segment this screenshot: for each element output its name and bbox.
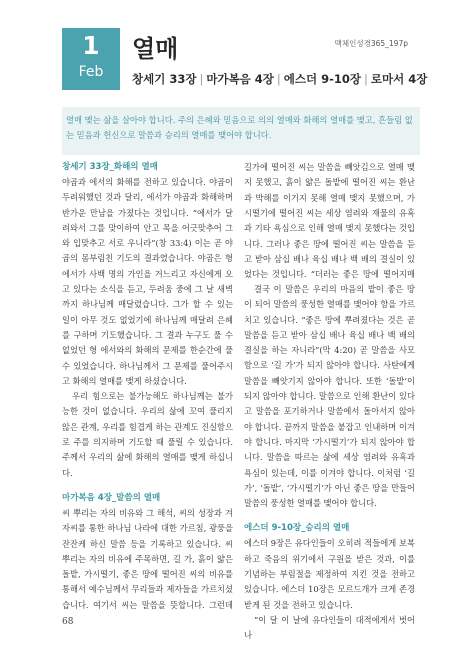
continued-text: 길가에 떨어진 씨는 말씀을 빼앗김으로 열매 맺지 못했고, 흙이 얇은 돌밭에 떨어진 씨는 환난과 박해를 이기지 못해 열매 맺지 못했으며, 가시떨기에 떨어진 씨는 세상 염려와 재물의 유혹과 기타 욕심으로 인해 열매 맺지 못했다는 것입니다. 그러나 좋은 땅에 떨어진 씨는 말씀을 듣고 받아 삼십 배나 육십 배나 백 배의 결실이 있었다는 것입니다. “더러는 좋은 땅에 떨어지매 (244, 162, 415, 280)
verse-item: 창세기 33장 (132, 72, 197, 86)
intro-summary: 열매 맺는 삶을 살아야 합니다. 주의 은혜와 믿음으로 의의 열매와 화해의 열매를 맺고, 흔들림 없는 믿음과 헌신으로 말씀과 승리의 열매를 맺어야 합니다. (62, 107, 420, 155)
verse-separator: | (276, 72, 281, 86)
section-heading-genesis: 창세기 33장_화해의 열매 (62, 162, 158, 172)
verse-item: 마가복음 4장 (206, 72, 274, 86)
date-day: 1 (82, 31, 100, 60)
page-number: 68 (62, 617, 74, 627)
verse-separator: | (199, 72, 204, 86)
section-heading-mark: 마가복음 4장_말씀의 열매 (62, 492, 161, 503)
verse-list (132, 71, 427, 87)
bible-reference: 맥체인성경365_197p (334, 39, 408, 48)
section-paragraph: 에스더 9장은 유다인들이 오히려 적들에게 보복하고 죽음의 위기에서 구원을 받은 것과, 이를 기념하는 부림절을 제정하여 지킨 것을 전하고 있습니다. 에스더 10장은 모르드개가 크게 존경 받게 된 것을 전하고 있습니다. (244, 538, 415, 610)
section-paragraph-continues: 씨 뿌리는 자의 비유와 그 해석, 씨의 성장과 겨자씨를 통한 하나님 나라에 대한 가르침, 광풍을 잔잔케 하신 말씀 등을 기록하고 있습니다. 씨 뿌리는 자의 비유에 주목하면, 길 가, 흙이 얇은 돌밭, 가시떨기, 좋은 땅에 떨어진 씨의 비유를 통해서 예수님께서 무리들과 제자들을 가르치셨습니다. 여기서 씨는 말씀을 뜻합니다. 그런데 (62, 507, 233, 610)
date-badge (62, 28, 120, 90)
section-paragraph: 우리 힘으로는 불가능해도 하나님께는 불가능한 것이 없습니다. 우리의 삶에 꼬여 풀리지 않은 관계, 우리를 힘겹게 하는 관계도 진실함으로 주를 의지하며 기도할 때 풀릴 수 있습니다. 주께서 우리의 삶에 화해의 열매를 맺게 하십니다. (62, 391, 233, 478)
section-heading-esther: 에스더 9-10장_승리의 열매 (244, 523, 350, 534)
page-title: 열매 (132, 35, 179, 63)
section-paragraph-continued (244, 160, 415, 282)
date-month: Feb (78, 64, 104, 80)
section-paragraph: 결국 이 말씀은 우리의 마음의 밭이 좋은 땅이 되어 말씀의 풍성한 열매를 맺어야 함을 가르치고 있습니다. “좋은 땅에 뿌려졌다는 것은 곧 말씀을 듣고 받아 삼십 배나 육십 배나 백 배의 결실을 하는 자니라”(막 4:20) 곧 말씀을 사모함으로 ‘길 가’가 되지 않아야 합니다. 사탄에게 말씀을 빼앗기지 않아야 합니다. 또한 ‘돌밭’이 되지 않아야 합니다. 말씀으로 인해 환난이 있다고 말씀을 포기하거나 말씀에서 돌아서지 않아야 합니다. 끝까지 말씀을 붙잡고 인내하며 이겨야 합니다. 마지막 ‘가시떨기’가 되지 않아야 합니다. 말씀을 따르는 삶에 세상 염려와 유혹과 욕심이 있는데, 이를 이겨야 합니다. 이처럼 ‘길 가’, ‘돌밭’, ‘가시떨기’가 아닌 좋은 땅을 만들어 말씀의 풍성한 열매를 맺어야 합니다. (244, 284, 415, 509)
verse-item: 에스더 9-10장 (283, 72, 361, 86)
right-column (244, 160, 415, 644)
left-column (62, 160, 233, 613)
verse-separator: | (363, 72, 368, 86)
section-paragraph: “이 달 이 날에 유다인들이 대적에게서 벗어나 (244, 614, 415, 641)
section-paragraph: 야곱과 에서의 화해를 전하고 있습니다. 야곱이 두려워했던 것과 달리, 에서가 야곱과 화해하며 반가운 만남을 가졌다는 것입니다. “에서가 달려와서 그를 맞이하여 안고 목을 어긋맞추어 그와 입맞추고 서로 우니라”(창 33:4) 이는 곧 야곱의 몸부림친 기도의 결과였습니다. 야곱은 형 에서가 사백 명의 가인을 거느리고 자신에게 오고 있다는 소식을 듣고, 두려움 중에 그 날 새벽까지 하나님께 매달렸습니다. 그가 할 수 있는 일이 아무 것도 없었기에 하나님께 매달려 은혜를 구하며 기도했습니다. 그 결과 누구도 풀 수 없었던 형 에서와의 화해의 문제를 한순간에 풀 수 있었습니다. 하나님께서 그 문제를 풀어주시고 화해의 열매를 맺게 하셨습니다. (62, 177, 233, 386)
verse-item: 로마서 4장 (370, 72, 428, 86)
